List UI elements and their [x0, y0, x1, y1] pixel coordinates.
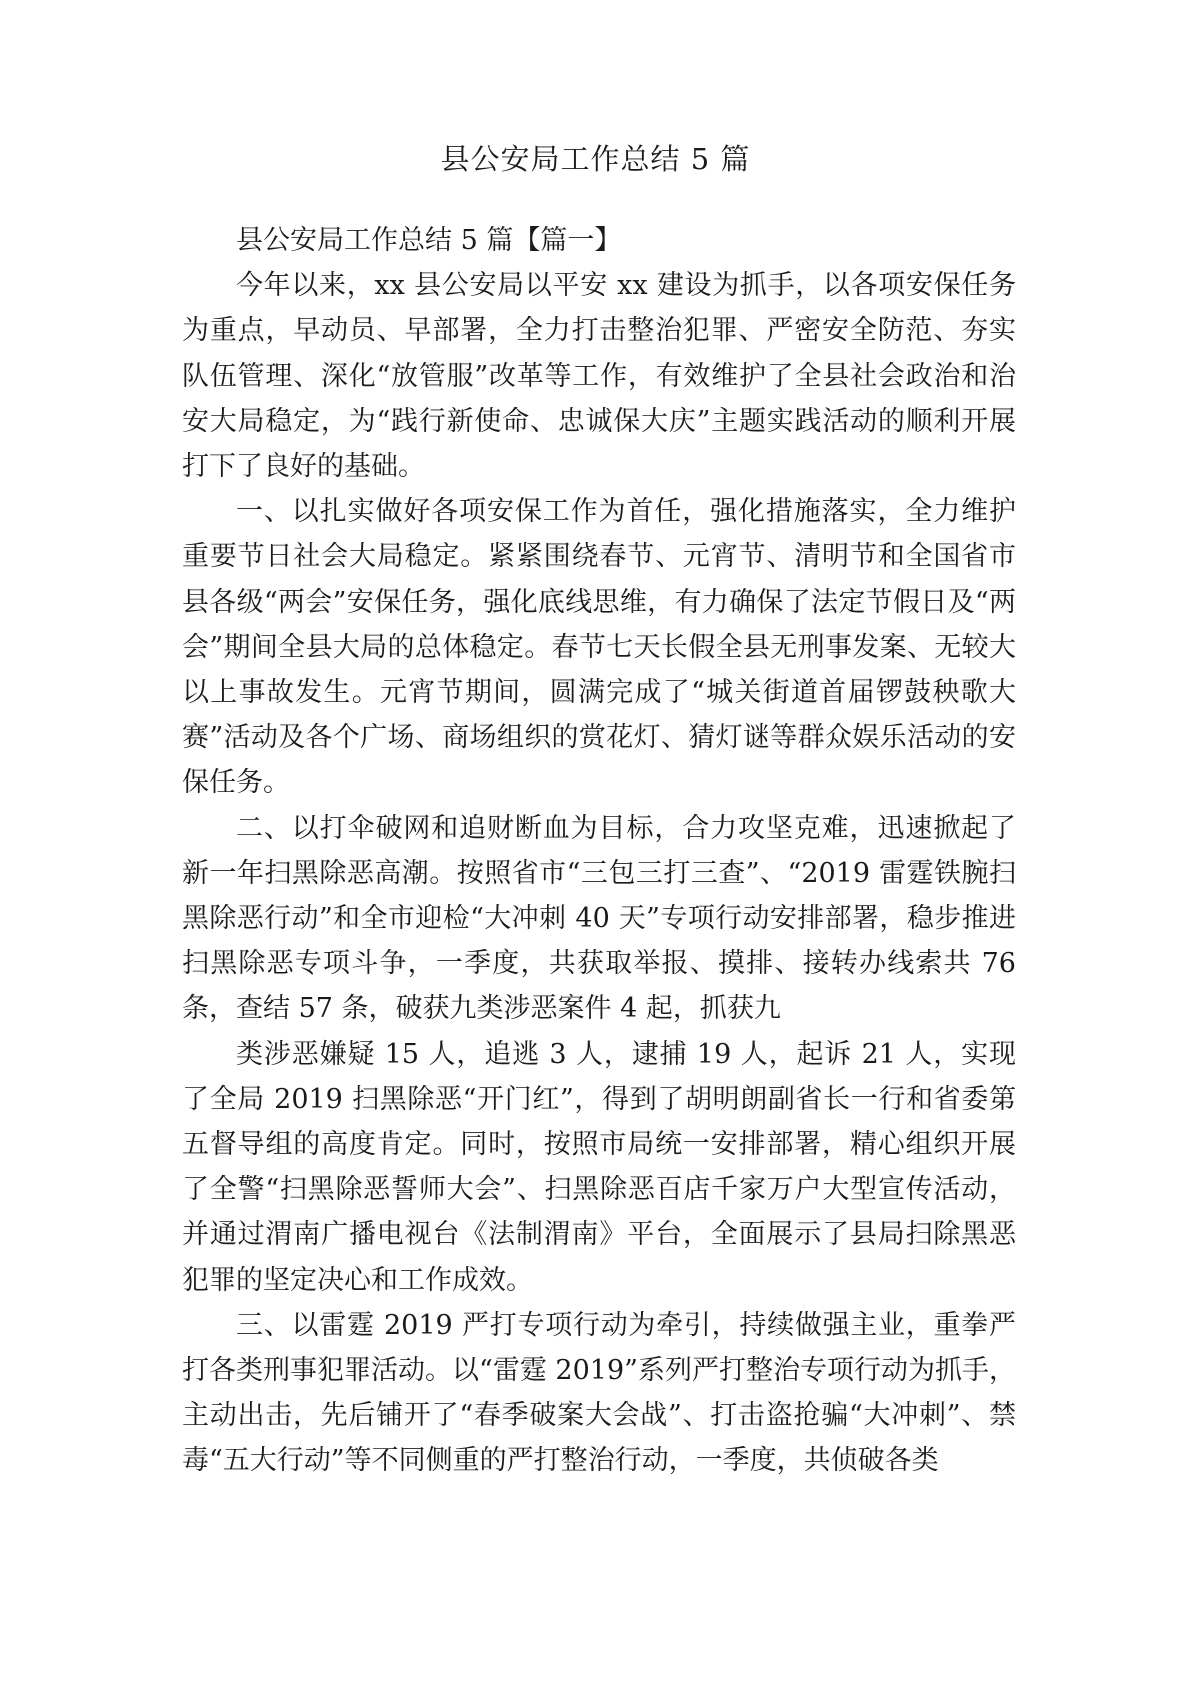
document-body [182, 218, 1016, 1484]
section-heading: 县公安局工作总结 5 篇【篇一】 [236, 225, 622, 256]
document-title: 县公安局工作总结 5 篇 [440, 142, 751, 176]
paragraph-section-3: 三、以雷霆 2019 严打专项行动为牵引，持续做强主业，重拳严打各类刑事犯罪活动。以“雷霆 2019”系列严打整治专项行动为抓手，主动出击，先后铺开了“春季破案大会战”、打击盗抢骗“大冲刺”、禁毒“五大行动”等不同侧重的严打整治行动，一季度，共侦破各类 [182, 1309, 1016, 1477]
paragraph-intro: 今年以来，xx 县公安局以平安 xx 建设为抓手，以各项安保任务为重点，早动员、早部署，全力打击整治犯罪、严密安全防范、夯实队伍管理、深化“放管服”改革等工作，有效维护了全县社会政治和治安大局稳定，为“践行新使命、忠诚保大庆”主题实践活动的顺利开展打下了良好的基础。 [182, 270, 1016, 483]
paragraph-section-1: 一、以扎实做好各项安保工作为首任，强化措施落实，全力维护重要节日社会大局稳定。紧紧围绕春节、元宵节、清明节和全国省市县各级“两会”安保任务，强化底线思维，有力确保了法定节假日及“两会”期间全县大局的总体稳定。春节七天长假全县无刑事发案、无较大以上事故发生。元宵节期间，圆满完成了“城关街道首届锣鼓秧歌大赛”活动及各个广场、商场组织的赏花灯、猜灯谜等群众娱乐活动的安保任务。 [182, 496, 1016, 799]
paragraph-section-2: 二、以打伞破网和追财断血为目标，合力攻坚克难，迅速掀起了新一年扫黑除恶高潮。按照省市“三包三打三查”、“2019 雷霆铁腕扫黑除恶行动”和全市迎检“大冲刺 40 天”专项行动安排部署，稳步推进扫黑除恶专项斗争，一季度，共获取举报、摸排、接转办线索共 76 条，查结 57 条，破获九类涉恶案件 4 起，抓获九 [182, 812, 1016, 1025]
paragraph-section-2-continued: 类涉恶嫌疑 15 人，追逃 3 人，逮捕 19 人，起诉 21 人，实现了全局 2019 扫黑除恶“开门红”，得到了胡明朗副省长一行和省委第五督导组的高度肯定。同时，按照市局统一安排部署，精心组织开展了全警“扫黑除恶誓师大会”、扫黑除恶百店千家万户大型宣传活动，并通过渭南广播电视台《法制渭南》平台，全面展示了县局扫除黑恶犯罪的坚定决心和工作成效。 [182, 1038, 1016, 1296]
